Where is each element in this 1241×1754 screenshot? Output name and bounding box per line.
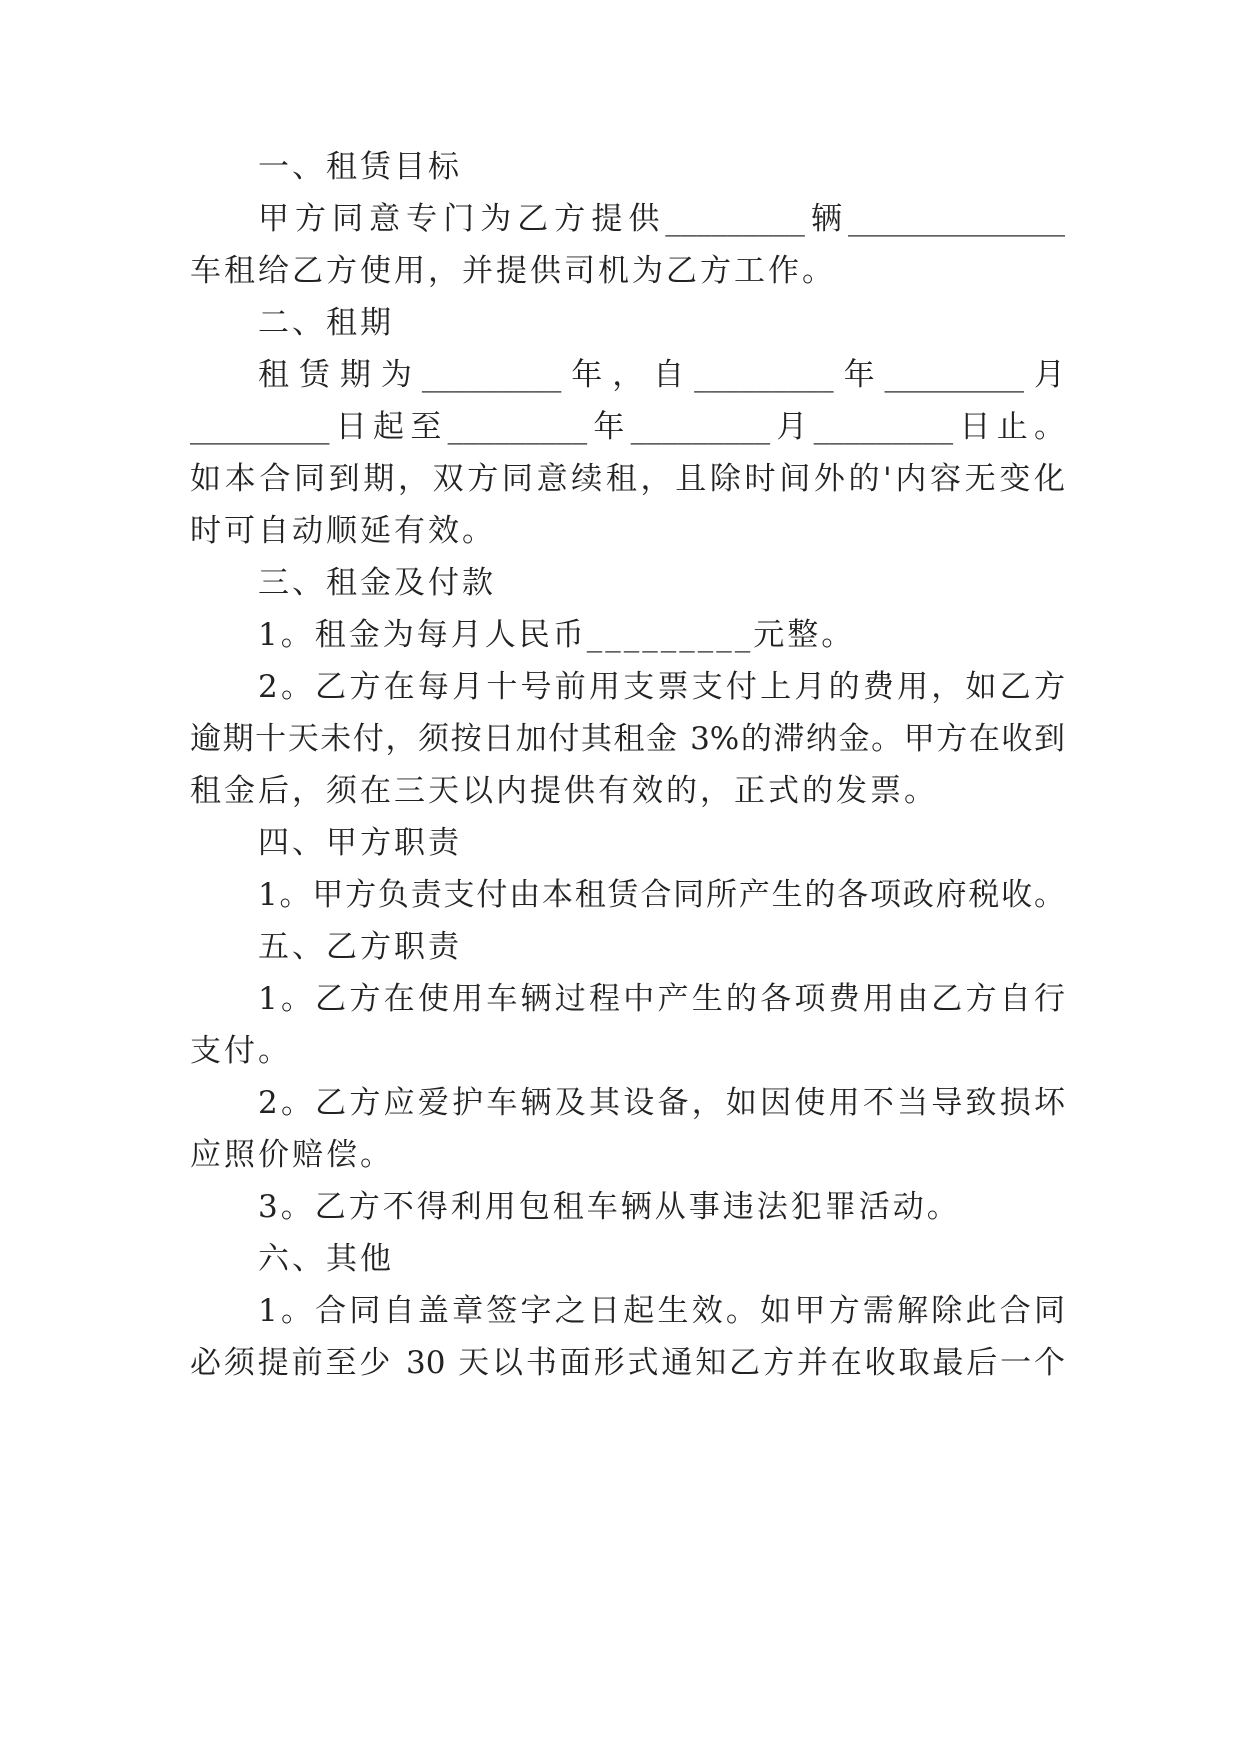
paragraph-line: 时可自动顺延有效。	[190, 513, 496, 549]
paragraph-line: 3。乙方不得利用包租车辆从事违法犯罪活动。	[258, 1189, 961, 1225]
paragraph-line: 1。租金为每月人民币_________元整。	[258, 617, 856, 653]
paragraph-line: 1。甲方负责支付由本租赁合同所产生的各项政府税收。	[258, 877, 1065, 913]
section-heading-party-b-duties: 五、乙方职责	[258, 929, 462, 965]
paragraph-line: 1。乙方在使用车辆过程中产生的各项费用由乙方自行	[258, 981, 1065, 1017]
section-heading-party-a-duties: 四、甲方职责	[258, 825, 462, 861]
paragraph-line: 车租给乙方使用，并提供司机为乙方工作。	[190, 253, 836, 289]
paragraph-line: 如本合同到期，双方同意续租，且除时间外的'内容无变化	[190, 461, 1065, 497]
section-heading-lease-target: 一、租赁目标	[258, 149, 462, 185]
section-heading-other: 六、其他	[258, 1241, 394, 1277]
paragraph-line: 1。合同自盖章签字之日起生效。如甲方需解除此合同	[258, 1293, 1065, 1329]
paragraph-line: 支付。	[190, 1033, 292, 1069]
section-heading-rent-payment: 三、租金及付款	[258, 565, 496, 601]
paragraph-line: _________日起至_________年_________月_________日止。	[190, 409, 1065, 445]
section-heading-lease-term: 二、租期	[258, 305, 394, 341]
paragraph-line: 2。乙方应爱护车辆及其设备，如因使用不当导致损坏	[258, 1085, 1065, 1121]
paragraph-line: 应照价赔偿。	[190, 1137, 394, 1173]
paragraph-line: 甲方同意专门为乙方提供_________辆______________	[258, 201, 1065, 237]
paragraph-line: 逾期十天未付，须按日加付其租金 3%的滞纳金。甲方在收到	[190, 721, 1065, 757]
paragraph-line: 必须提前至少 30 天以书面形式通知乙方并在收取最后一个	[190, 1345, 1065, 1381]
paragraph-line: 租金后，须在三天以内提供有效的，正式的发票。	[190, 773, 938, 809]
paragraph-line: 2。乙方在每月十号前用支票支付上月的费用，如乙方	[258, 669, 1065, 705]
paragraph-line: 租赁期为_________年，自_________年_________月	[258, 357, 1065, 393]
